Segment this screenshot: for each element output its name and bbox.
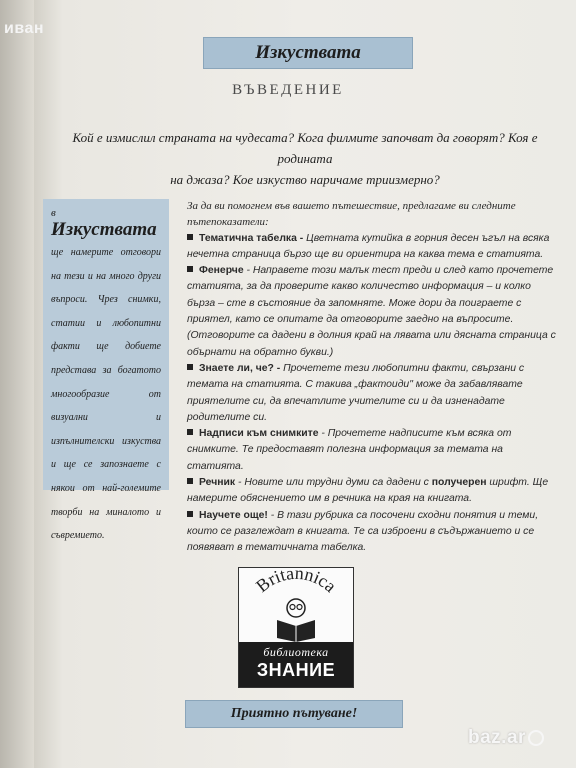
guide-item — [187, 361, 559, 426]
watermark-top: иван — [4, 20, 45, 37]
section-subtitle: ВЪВЕДЕНИЕ — [232, 82, 344, 98]
svg-text:Britannica — [252, 568, 340, 596]
sidebar-body: ще намерите отговори на тези и на много други въпроси. Чрез снимки, статии и любопитни факти ще добиете представа за богатото многообразие от визуални и изпълнителски изкуства и ще се запознаете с някои от най-големите творби на миналото и съвремието. — [51, 247, 161, 542]
watermark-bottom-text: baz.ar — [468, 727, 526, 748]
guide-item — [187, 426, 559, 475]
intro-questions — [55, 127, 555, 190]
page-title: Изкуствата — [255, 42, 361, 63]
guide-term: Речник — [199, 477, 236, 489]
sidebar-prefix: в — [51, 207, 56, 219]
bullet-icon — [187, 234, 193, 240]
guide-text: - В тази рубрика са посочени сходни понятия и теми, които се разглеждат в книгата. Те са изброени в съдържанието и се появяват в тематичната табелка. — [187, 509, 539, 554]
bullet-icon — [187, 429, 193, 435]
guide-item — [187, 475, 559, 508]
guide-term: Надписи към снимките — [199, 428, 319, 440]
guide-text: Цветната кутийка в горния десен ъгъл на всяка нечетна страница бързо ще ви ориентира на каква тема е статията. — [187, 232, 550, 260]
sidebar-title: Изкуствата — [51, 219, 157, 240]
guide-term: Научете още! — [199, 509, 268, 521]
footer-banner — [185, 700, 403, 728]
footer-text: Приятно пътуване! — [230, 706, 358, 721]
guide-section — [187, 198, 559, 557]
guide-item — [187, 263, 559, 361]
britannica-logo — [238, 567, 354, 688]
watermark-bottom — [468, 727, 544, 749]
logo-name: ЗНАНИЕ — [256, 660, 336, 680]
guide-text: Прочетете тези любопитни факти, свързани с темата на статията. С такива „фактоиди" може да забавлявате приятелите си, да впечатлите учителите си и да изненадате родителите си. — [187, 362, 525, 423]
guide-item — [187, 231, 559, 264]
sidebar-box — [43, 199, 169, 542]
guide-text: - Новите или трудни думи са дадени с — [235, 477, 432, 489]
guide-term: Знаете ли, че? - — [199, 362, 281, 374]
bullet-icon — [187, 511, 193, 517]
reading-figure-icon — [239, 568, 353, 642]
logo-top — [239, 568, 353, 642]
guide-text: - Прочетете надписите към всяка от снимките. Те предоставят полезна информация за темата на статията. — [187, 428, 512, 472]
logo-bottom — [239, 642, 353, 687]
intro-line-1: Кой е измислил страната на чудесата? Кога филмите започват да говорят? Коя е родината — [72, 130, 538, 166]
guide-bold-word: получерен — [431, 477, 487, 489]
guide-item — [187, 508, 559, 557]
watermark-circle-icon — [528, 730, 544, 746]
logo-library: библиотека — [263, 645, 329, 659]
title-banner — [203, 37, 413, 69]
logo-brand: Britannica — [252, 568, 341, 597]
bullet-icon — [187, 364, 193, 370]
guide-term: Фенерче — [199, 265, 244, 277]
book-spine — [0, 0, 34, 768]
sidebar-heading — [51, 207, 161, 241]
bullet-icon — [187, 266, 193, 272]
intro-line-2: на джаза? Кое изкуство наричаме триизмерно? — [170, 172, 440, 187]
guide-text: - Направете този малък тест преди и след като прочетете статията, за да проверите какво количество информация – и колко бърза – сте в състояние да запомняте. Може дори да поиграете с приятел, като се опитате да отговорите заедно на въпросите. (Отговорите са дадени в долния край на лявата или дясната страница с обърнати на обратно букви.) — [187, 265, 556, 358]
guide-lead: За да ви помогнем във вашето пътешествие, предлагаме ви следните пътепоказатели: — [187, 200, 516, 229]
guide-term: Тематична табелка - — [199, 232, 304, 244]
guide-text: шрифт. Ще намерите обяснението им в речника на края на книгата. — [187, 477, 549, 505]
bullet-icon — [187, 478, 193, 484]
